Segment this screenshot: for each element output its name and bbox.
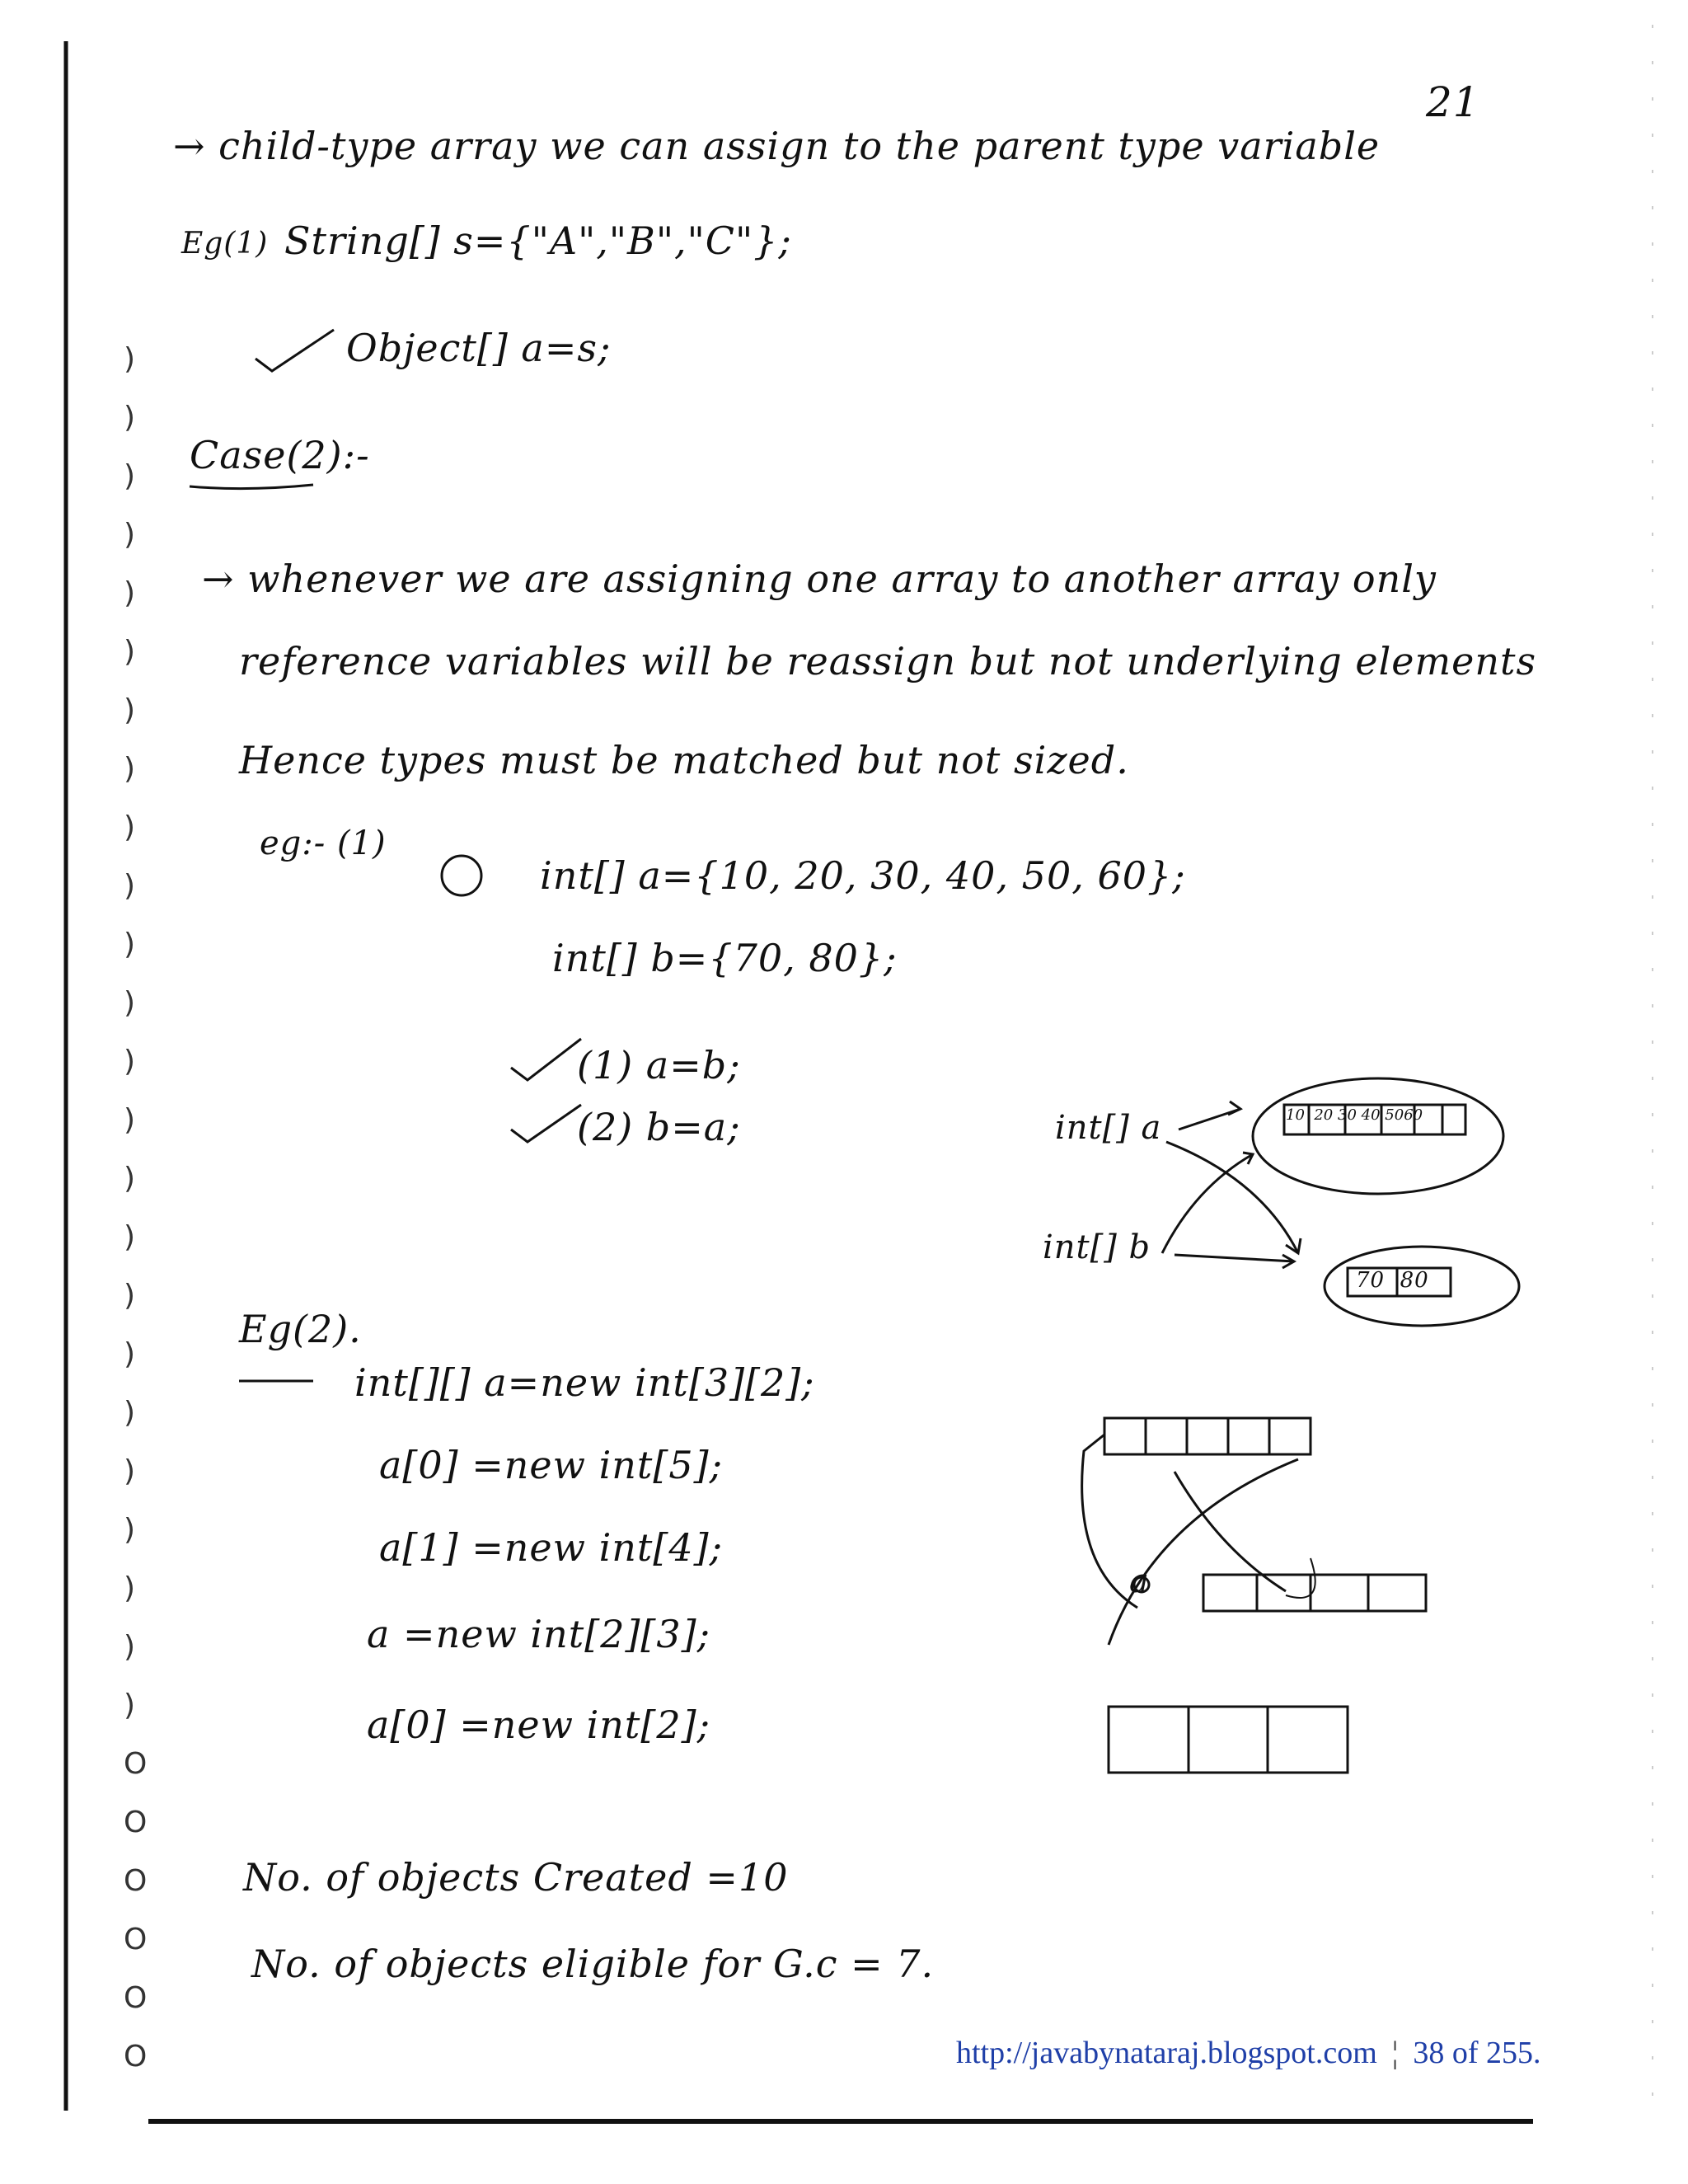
diagram2-label-a: a	[1129, 1562, 1150, 1600]
heap-ellipse-a	[1253, 1078, 1503, 1194]
check-mark-3	[511, 1105, 581, 1142]
eg2-line-1: int[][] a=new int[3][2];	[354, 1360, 815, 1405]
page-footer	[956, 2035, 1541, 2071]
array-5-boxes	[1104, 1418, 1311, 1454]
eg2-line-4: a =new int[2][3];	[367, 1612, 711, 1656]
eg2-line-5: a[0] =new int[2];	[367, 1703, 711, 1747]
array-3-boxes	[1109, 1707, 1348, 1773]
eg2-label: Eg(2).	[239, 1307, 362, 1351]
eg-label: eg:- (1)	[260, 824, 387, 862]
objects-gc: No. of objects eligible for G.c = 7.	[251, 1942, 935, 1986]
binding-holes: ) ) ) ) ) ) ) ) ) ) ) ) ) ) ) ) ) ) ) ) ) ) ) ) O O O O O O	[124, 342, 148, 2074]
assign-1: (1) a=b;	[577, 1043, 741, 1087]
eg1-label: Eg(1)	[181, 227, 269, 261]
code-b: int[] b={70, 80};	[552, 936, 898, 980]
case-title: Case(2):-	[190, 433, 370, 477]
diagram-var-b: int[] b	[1043, 1228, 1151, 1266]
circled-one	[442, 856, 481, 895]
footer-url[interactable]: http://javabynataraj.blogspot.com	[956, 2036, 1377, 2070]
array-b-values: 70 80	[1356, 1268, 1429, 1293]
footer-separator: ¦	[1391, 2036, 1399, 2070]
eg1-check: Object[] a=s;	[346, 326, 612, 370]
code-a: int[] a={10, 20, 30, 40, 50, 60};	[540, 853, 1186, 898]
note-line-1: → child-type array we can assign to the parent type variable	[173, 124, 1381, 168]
cross-line-1	[1109, 1459, 1298, 1645]
eg2-line-3: a[1] =new int[4];	[379, 1525, 724, 1570]
array-a-values: 10 20 30 40 5060	[1286, 1106, 1423, 1124]
assign-2: (2) b=a;	[577, 1105, 741, 1149]
footer-page-count: 38 of 255.	[1413, 2036, 1541, 2070]
check-mark-1	[256, 330, 334, 371]
eg2-line-2: a[0] =new int[5];	[379, 1443, 724, 1487]
case-text-1: → whenever we are assigning one array to another array only	[202, 557, 1437, 601]
arrow-b-to-array-a	[1162, 1154, 1253, 1253]
objects-created: No. of objects Created =10	[243, 1855, 789, 1900]
cross-line-2	[1175, 1472, 1286, 1591]
case-text-3: Hence types must be matched but not sized.	[239, 738, 1129, 782]
arrow-b-to-array-b	[1175, 1255, 1294, 1261]
case-underline	[190, 485, 313, 489]
page-number: 21	[1426, 78, 1480, 126]
check-mark-2	[511, 1039, 581, 1080]
arrow-a-to-array-b	[1166, 1142, 1298, 1253]
case-text-2: reference variables will be reassign but not underlying elements	[239, 639, 1537, 683]
diagram-var-a: int[] a	[1055, 1109, 1162, 1147]
eg1-code: String[] s={"A","B","C"};	[284, 218, 792, 263]
